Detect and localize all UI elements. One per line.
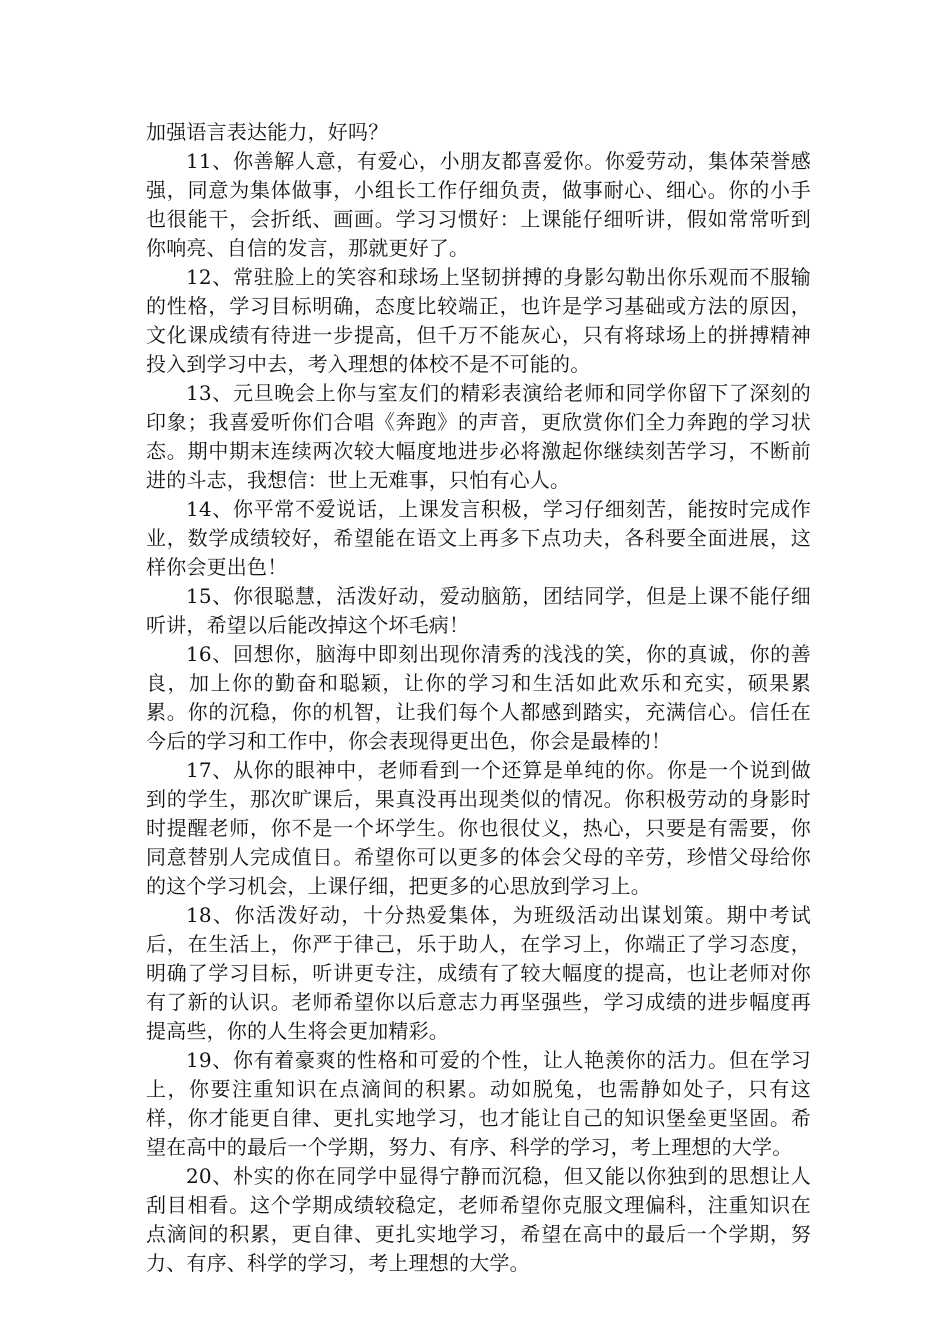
- paragraph-item-19: 19、你有着豪爽的性格和可爱的个性，让人艳羡你的活力。但在学习上，你要注重知识在点滴间的积累。动如脱兔，也需静如处子，只有这样，你才能更自律、更扎实地学习，也才能让自己的知识堡垒更坚固。希望在高中的最后一个学期，努力、有序、科学的学习，考上理想的大学。: [146, 1048, 811, 1159]
- paragraph-continuation: 加强语言表达能力，好吗？: [146, 120, 389, 144]
- paragraph-item-16: 16、回想你，脑海中即刻出现你清秀的浅浅的笑，你的真诚，你的善良，加上你的勤奋和聪颖，让你的学习和生活如此欢乐和充实，硕果累累。你的沉稳，你的机智，让我们每个人都感到踏实，充满信心。信任在今后的学习和工作中，你会表现得更出色，你会是最棒的！: [146, 642, 811, 753]
- paragraph-item-15: 15、你很聪慧，活泼好动，爱动脑筋，团结同学，但是上课不能仔细听讲，希望以后能改掉这个坏毛病！: [146, 584, 811, 637]
- paragraph-item-20: 20、朴实的你在同学中显得宁静而沉稳，但又能以你独到的思想让人刮目相看。这个学期成绩较稳定，老师希望你克服文理偏科，注重知识在点滴间的积累，更自律、更扎实地学习，希望在高中的最后一个学期，努力、有序、科学的学习，考上理想的大学。: [146, 1164, 811, 1275]
- paragraph-item-11: 11、你善解人意，有爱心，小朋友都喜爱你。你爱劳动，集体荣誉感强，同意为集体做事，小组长工作仔细负责，做事耐心、细心。你的小手也很能干，会折纸、画画。学习习惯好：上课能仔细听讲，假如常常听到你响亮、自信的发言，那就更好了。: [146, 149, 811, 260]
- document-body: [146, 118, 811, 1278]
- paragraph-item-12: 12、常驻脸上的笑容和球场上坚韧拼搏的身影勾勒出你乐观而不服输的性格，学习目标明确，态度比较端正，也许是学习基础或方法的原因，文化课成绩有待进一步提高，但千万不能灰心，只有将球场上的拼搏精神投入到学习中去，考入理想的体校不是不可能的。: [146, 265, 811, 376]
- paragraph-item-18: 18、你活泼好动，十分热爱集体，为班级活动出谋划策。期中考试后，在生活上，你严于律己，乐于助人，在学习上，你端正了学习态度，明确了学习目标，听讲更专注，成绩有了较大幅度的提高，也让老师对你有了新的认识。老师希望你以后意志力再坚强些，学习成绩的进步幅度再提高些，你的人生将会更加精彩。: [146, 903, 811, 1043]
- paragraph-item-17: 17、从你的眼神中，老师看到一个还算是单纯的你。你是一个说到做到的学生，那次旷课后，果真没再出现类似的情况。你积极劳动的身影时时提醒老师，你不是一个坏学生。你也很仗义，热心，只要是有需要，你同意替别人完成值日。希望你可以更多的体会父母的辛劳，珍惜父母给你的这个学习机会，上课仔细，把更多的心思放到学习上。: [146, 758, 811, 898]
- paragraph-item-13: 13、元旦晚会上你与室友们的精彩表演给老师和同学你留下了深刻的印象；我喜爱听你们合唱《奔跑》的声音，更欣赏你们全力奔跑的学习状态。期中期末连续两次较大幅度地进步必将激起你继续刻苦学习，不断前进的斗志，我想信：世上无难事，只怕有心人。: [146, 381, 811, 492]
- paragraph-item-14: 14、你平常不爱说话，上课发言积极，学习仔细刻苦，能按时完成作业，数学成绩较好，希望能在语文上再多下点功夫，各科要全面进展，这样你会更出色！: [146, 497, 811, 579]
